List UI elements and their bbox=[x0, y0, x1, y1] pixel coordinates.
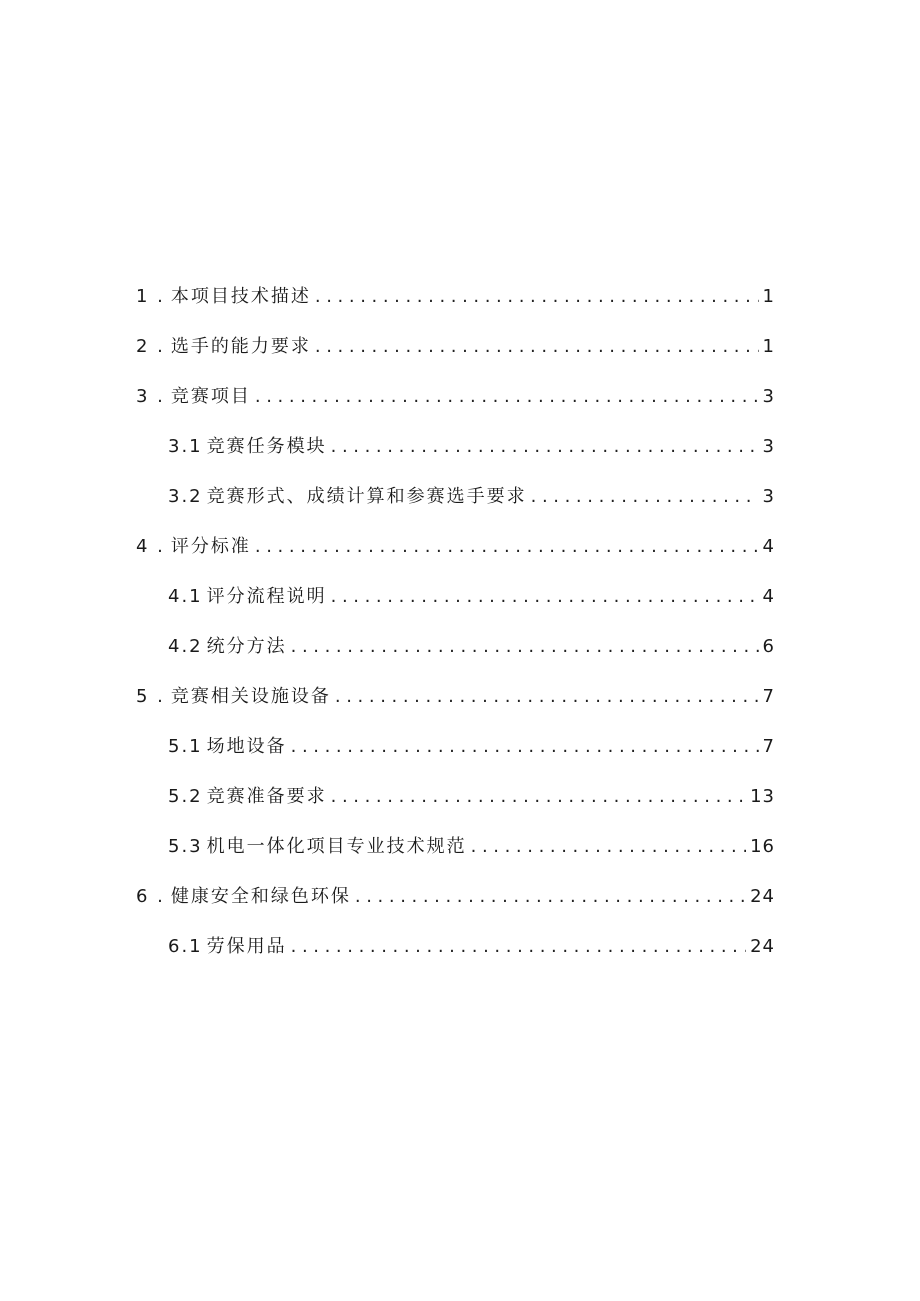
toc-dot-leader bbox=[331, 436, 759, 458]
toc-entry-number: 5.2 bbox=[168, 786, 203, 807]
toc-dot-leader bbox=[331, 586, 759, 608]
toc-entry-6-1[interactable] bbox=[0, 908, 920, 958]
toc-entry-title: 竞赛相关设施设备 bbox=[170, 686, 331, 707]
toc-entry-number: 1 . bbox=[136, 286, 165, 307]
toc-dot-leader bbox=[291, 636, 759, 658]
toc-entry-4-1[interactable] bbox=[0, 558, 920, 608]
toc-dot-leader bbox=[315, 286, 759, 308]
toc-dot-leader bbox=[471, 836, 746, 858]
toc-entry-number: 5.3 bbox=[168, 836, 203, 857]
toc-entry-title: 本项目技术描述 bbox=[170, 286, 311, 307]
toc-entry-title: 劳保用品 bbox=[206, 936, 287, 957]
toc-dot-leader bbox=[331, 786, 746, 808]
toc-dot-leader bbox=[335, 686, 759, 708]
toc-entry-number: 5 . bbox=[136, 686, 165, 707]
toc-dot-leader bbox=[255, 536, 759, 558]
toc-entry-number: 4 . bbox=[136, 536, 165, 557]
toc-entry-6[interactable] bbox=[0, 858, 920, 908]
toc-entry-number: 5.1 bbox=[168, 736, 203, 757]
toc-entry-title: 统分方法 bbox=[206, 636, 287, 657]
toc-entry-number: 3 . bbox=[136, 386, 165, 407]
toc-entry-number: 4.2 bbox=[168, 636, 203, 657]
toc-entry-title: 机电一体化项目专业技术规范 bbox=[206, 836, 467, 857]
toc-entry-title: 选手的能力要求 bbox=[170, 336, 311, 357]
toc-entry-page: 7 bbox=[762, 736, 775, 757]
toc-dot-leader bbox=[255, 386, 759, 408]
toc-entry-title: 场地设备 bbox=[206, 736, 287, 757]
toc-entry-page: 4 bbox=[762, 536, 775, 557]
toc-entry-page: 3 bbox=[762, 386, 775, 407]
toc-entry-page: 7 bbox=[762, 686, 775, 707]
toc-entry-3-2[interactable] bbox=[0, 458, 920, 508]
toc-entry-3[interactable] bbox=[0, 358, 920, 408]
toc-entry-number: 2 . bbox=[136, 336, 165, 357]
toc-entry-5-1[interactable] bbox=[0, 708, 920, 758]
toc-entry-number: 3.1 bbox=[168, 436, 203, 457]
toc-entry-title: 竞赛任务模块 bbox=[206, 436, 327, 457]
table-of-contents bbox=[0, 258, 920, 958]
toc-entry-4-2[interactable] bbox=[0, 608, 920, 658]
toc-entry-5[interactable] bbox=[0, 658, 920, 708]
toc-entry-3-1[interactable] bbox=[0, 408, 920, 458]
toc-entry-title: 健康安全和绿色环保 bbox=[170, 886, 351, 907]
toc-dot-leader bbox=[315, 336, 759, 358]
toc-entry-number: 4.1 bbox=[168, 586, 203, 607]
toc-entry-number: 3.2 bbox=[168, 486, 203, 507]
toc-entry-1[interactable] bbox=[0, 258, 920, 308]
toc-entry-page: 4 bbox=[762, 586, 775, 607]
toc-entry-2[interactable] bbox=[0, 308, 920, 358]
toc-entry-title: 评分流程说明 bbox=[206, 586, 327, 607]
toc-entry-page: 6 bbox=[762, 636, 775, 657]
toc-entry-page: 3 bbox=[762, 486, 775, 507]
toc-entry-page: 24 bbox=[750, 936, 775, 957]
toc-entry-title: 竞赛形式、成绩计算和参赛选手要求 bbox=[206, 486, 527, 507]
toc-dot-leader bbox=[355, 886, 746, 908]
toc-entry-title: 评分标准 bbox=[170, 536, 251, 557]
toc-dot-leader bbox=[291, 936, 746, 958]
toc-entry-title: 竞赛准备要求 bbox=[206, 786, 327, 807]
toc-entry-page: 13 bbox=[750, 786, 775, 807]
toc-entry-title: 竞赛项目 bbox=[170, 386, 251, 407]
toc-dot-leader bbox=[531, 486, 759, 508]
toc-dot-leader bbox=[291, 736, 759, 758]
toc-entry-page: 16 bbox=[750, 836, 775, 857]
toc-entry-5-3[interactable] bbox=[0, 808, 920, 858]
toc-entry-number: 6.1 bbox=[168, 936, 203, 957]
toc-entry-page: 24 bbox=[750, 886, 775, 907]
toc-entry-4[interactable] bbox=[0, 508, 920, 558]
toc-entry-page: 3 bbox=[762, 436, 775, 457]
toc-entry-5-2[interactable] bbox=[0, 758, 920, 808]
toc-entry-page: 1 bbox=[762, 336, 775, 357]
toc-entry-number: 6 . bbox=[136, 886, 165, 907]
toc-entry-page: 1 bbox=[762, 286, 775, 307]
